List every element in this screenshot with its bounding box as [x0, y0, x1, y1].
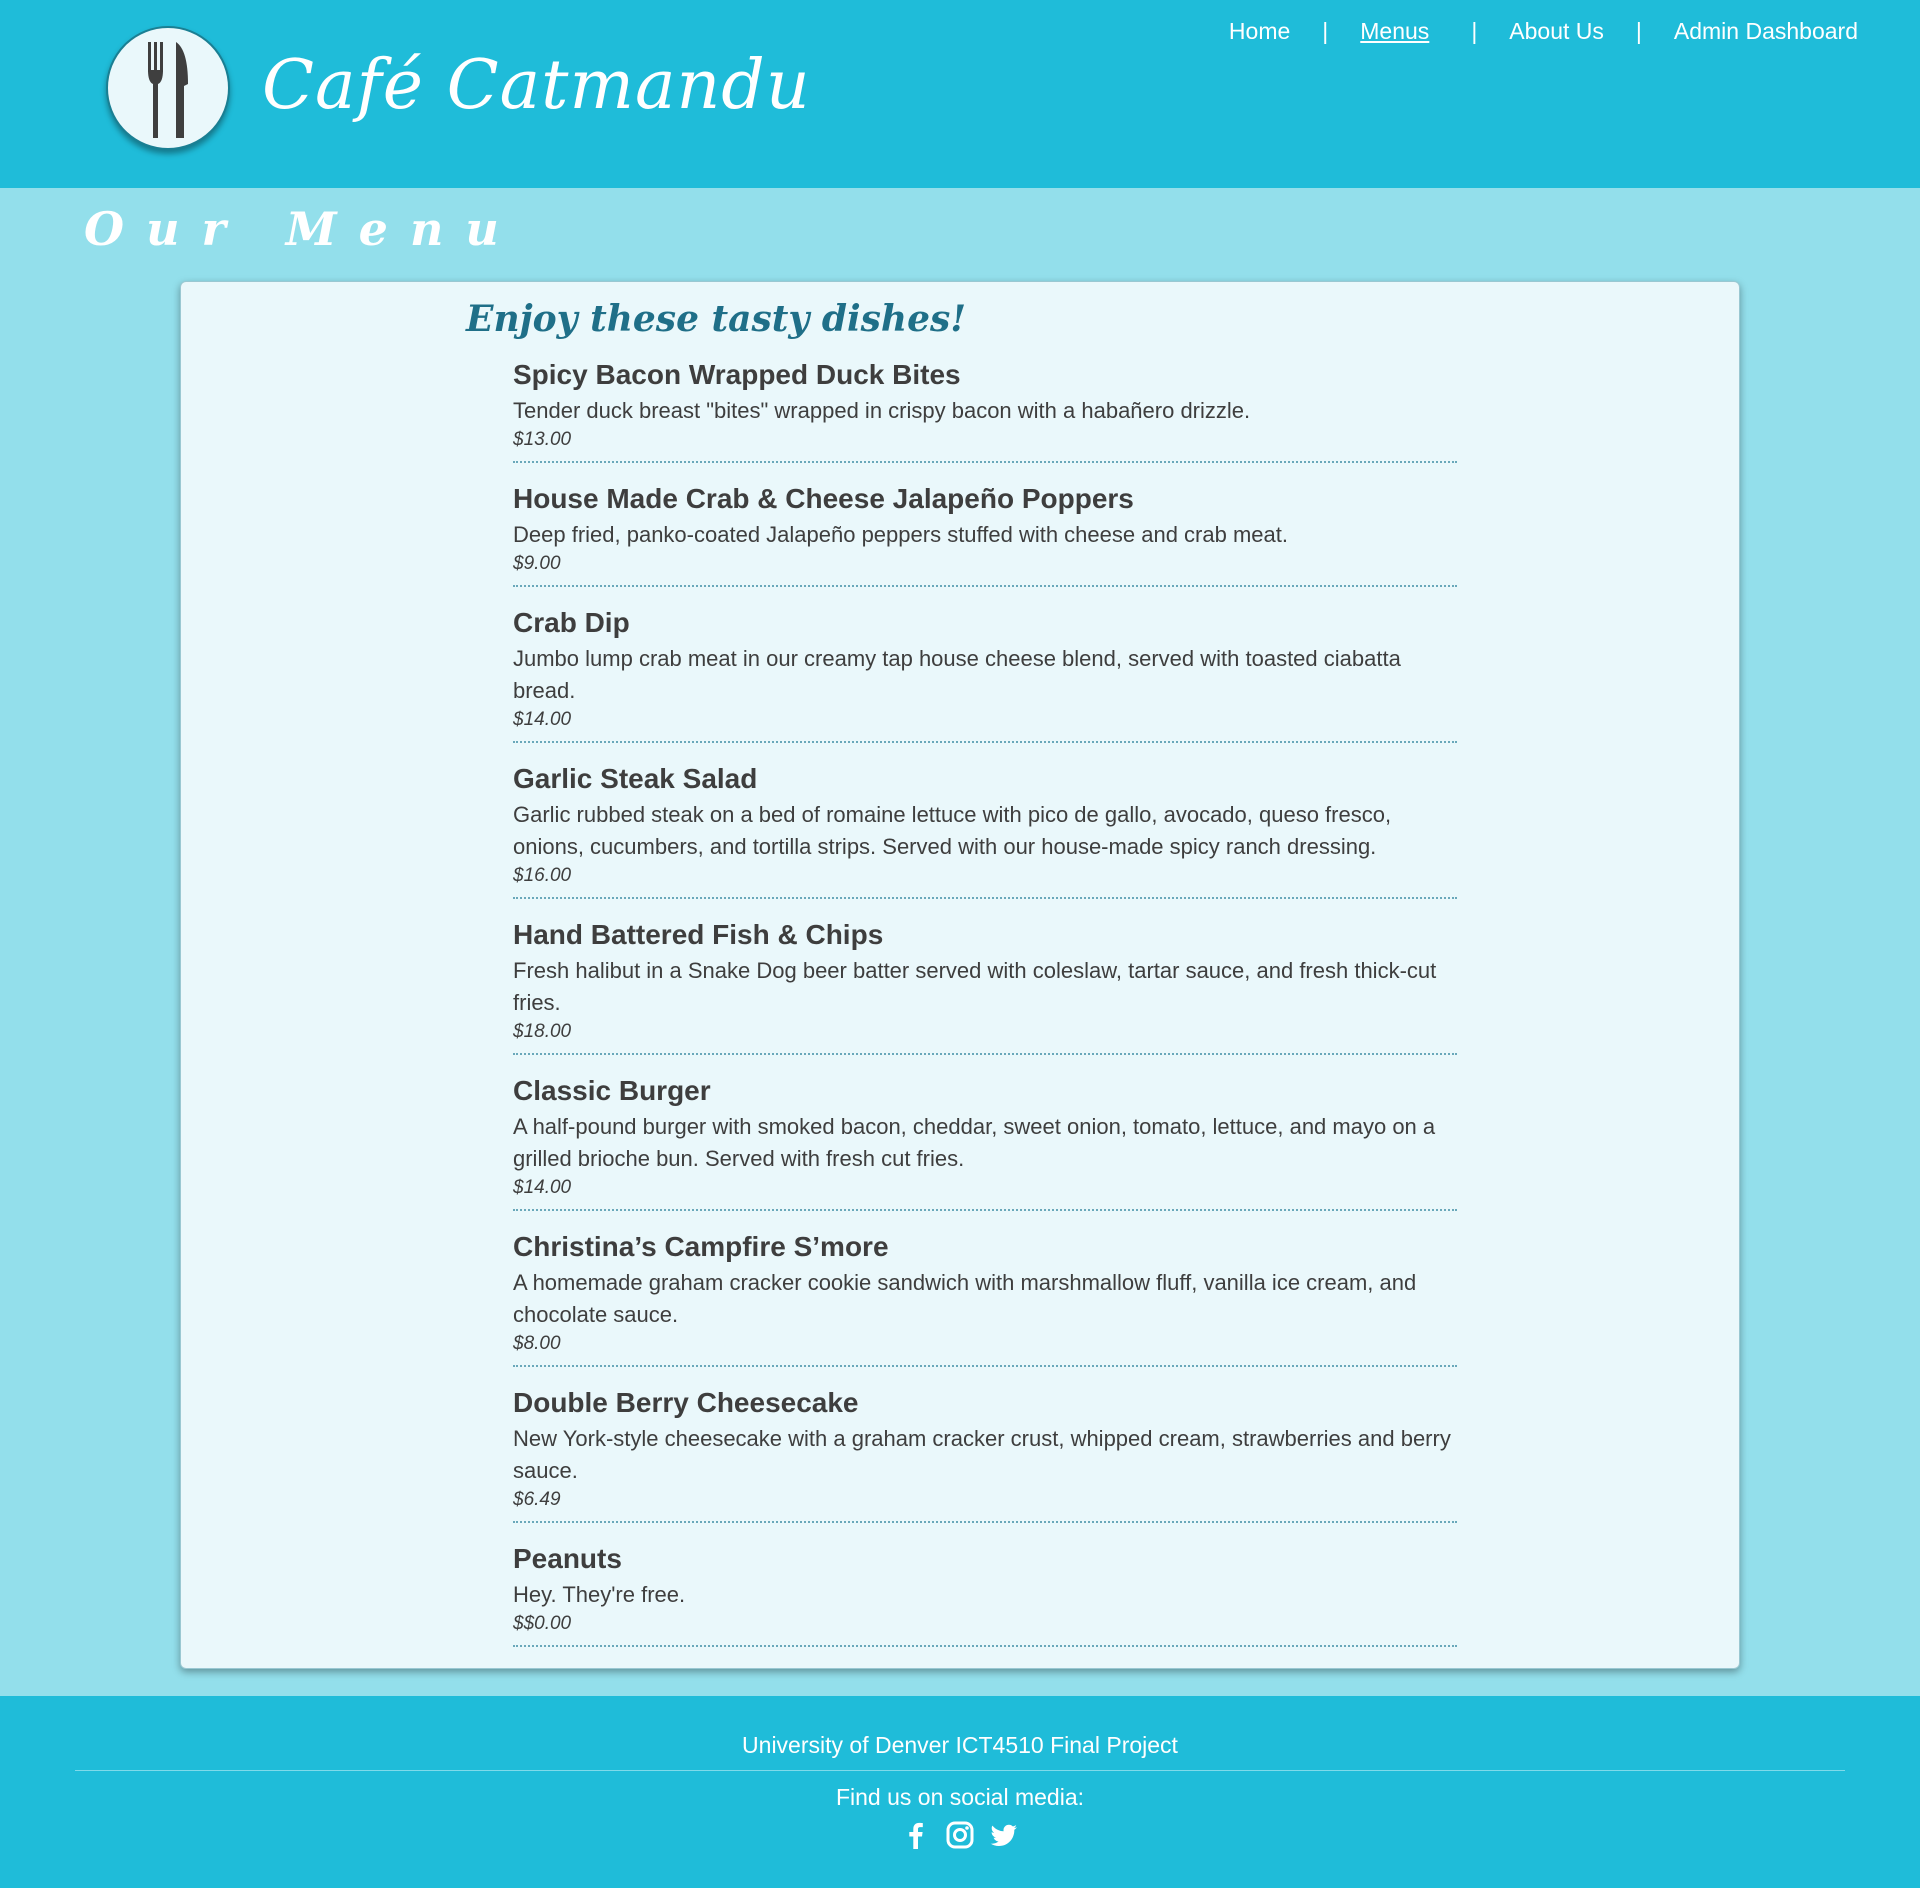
- menu-item-price: $$0.00: [513, 1613, 572, 1634]
- menu-item-description: Deep fried, panko-coated Jalapeño peppers stuffed with cheese and crab meat.: [513, 522, 1288, 547]
- menu-tagline: Enjoy these tasty dishes!: [466, 298, 967, 340]
- menu-item-name: Crab Dip: [513, 607, 630, 638]
- twitter-icon[interactable]: [989, 1820, 1019, 1850]
- social-icons: [0, 1820, 1920, 1850]
- menu-item-description: New York-style cheesecake with a graham cracker crust, whipped cream, strawberries and berry sauce.: [513, 1426, 1451, 1483]
- page-title: Our Menu: [84, 202, 521, 256]
- menu-item-description: Hey. They're free.: [513, 1582, 686, 1607]
- menu-item-description: A half-pound burger with smoked bacon, cheddar, sweet onion, tomato, lettuce, and mayo on a grilled brioche bun. Served with fresh cut fries.: [513, 1114, 1436, 1171]
- menu-item-name: Peanuts: [513, 1543, 622, 1574]
- main-nav: [1229, 16, 1858, 46]
- nav-admin-dashboard[interactable]: Admin Dashboard: [1673, 17, 1858, 44]
- menu-item-price: $16.00: [513, 865, 572, 886]
- site-footer: [0, 1696, 1920, 1888]
- menu-item: [513, 605, 1457, 743]
- facebook-icon[interactable]: [901, 1820, 931, 1850]
- menu-item-price: $18.00: [513, 1021, 572, 1042]
- menu-item-description: Garlic rubbed steak on a bed of romaine lettuce with pico de gallo, avocado, queso fresco, onions, cucumbers, and tortilla strips. Served with our house-made spicy ranch dressing.: [513, 802, 1392, 859]
- menu-item-description: Fresh halibut in a Snake Dog beer batter served with coleslaw, tartar sauce, and fresh thick-cut fries.: [513, 958, 1437, 1015]
- menu-item: [513, 761, 1457, 899]
- menu-item-price: $8.00: [513, 1333, 561, 1354]
- menu-item: [513, 357, 1457, 463]
- menu-item-name: Hand Battered Fish & Chips: [513, 919, 884, 950]
- menu-list: [513, 357, 1457, 1665]
- footer-divider: [75, 1770, 1845, 1771]
- menu-item-price: $14.00: [513, 1177, 572, 1198]
- nav-separator: |: [1635, 17, 1642, 44]
- menu-item: [513, 481, 1457, 587]
- nav-home[interactable]: Home: [1228, 17, 1291, 44]
- menu-item-price: $13.00: [513, 429, 572, 450]
- menu-item: [513, 1541, 1457, 1647]
- logo[interactable]: [106, 26, 230, 150]
- menu-item-price: $14.00: [513, 709, 572, 730]
- menu-item-name: House Made Crab & Cheese Jalapeño Poppers: [513, 483, 1134, 514]
- footer-project-text: University of Denver ICT4510 Final Project: [742, 1732, 1178, 1758]
- menu-item-name: Classic Burger: [513, 1075, 711, 1106]
- menu-item-name: Spicy Bacon Wrapped Duck Bites: [513, 359, 961, 390]
- menu-item-description: Jumbo lump crab meat in our creamy tap house cheese blend, served with toasted ciabatta bread.: [513, 646, 1401, 703]
- menu-item: [513, 917, 1457, 1055]
- menu-item-name: Christina’s Campfire S’more: [513, 1231, 889, 1262]
- nav-about-us[interactable]: About Us: [1509, 17, 1604, 44]
- nav-separator: |: [1471, 17, 1478, 44]
- nav-menus[interactable]: Menus: [1360, 17, 1430, 44]
- instagram-icon[interactable]: [945, 1820, 975, 1850]
- site-header: [0, 0, 1920, 188]
- menu-item-description: Tender duck breast "bites" wrapped in crispy bacon with a habañero drizzle.: [513, 398, 1251, 423]
- fork-knife-icon: [146, 40, 192, 140]
- menu-item: [513, 1073, 1457, 1211]
- menu-item-price: $9.00: [513, 553, 561, 574]
- menu-item-description: A homemade graham cracker cookie sandwich with marshmallow fluff, vanilla ice cream, and chocolate sauce.: [513, 1270, 1417, 1327]
- menu-item-name: Garlic Steak Salad: [513, 763, 758, 794]
- nav-separator: |: [1322, 17, 1329, 44]
- menu-item-name: Double Berry Cheesecake: [513, 1387, 859, 1418]
- footer-social-label: Find us on social media:: [835, 1784, 1084, 1810]
- menu-item: [513, 1385, 1457, 1523]
- brand-name[interactable]: Café Catmandu: [262, 46, 811, 125]
- menu-item-price: $6.49: [513, 1489, 561, 1510]
- menu-item: [513, 1229, 1457, 1367]
